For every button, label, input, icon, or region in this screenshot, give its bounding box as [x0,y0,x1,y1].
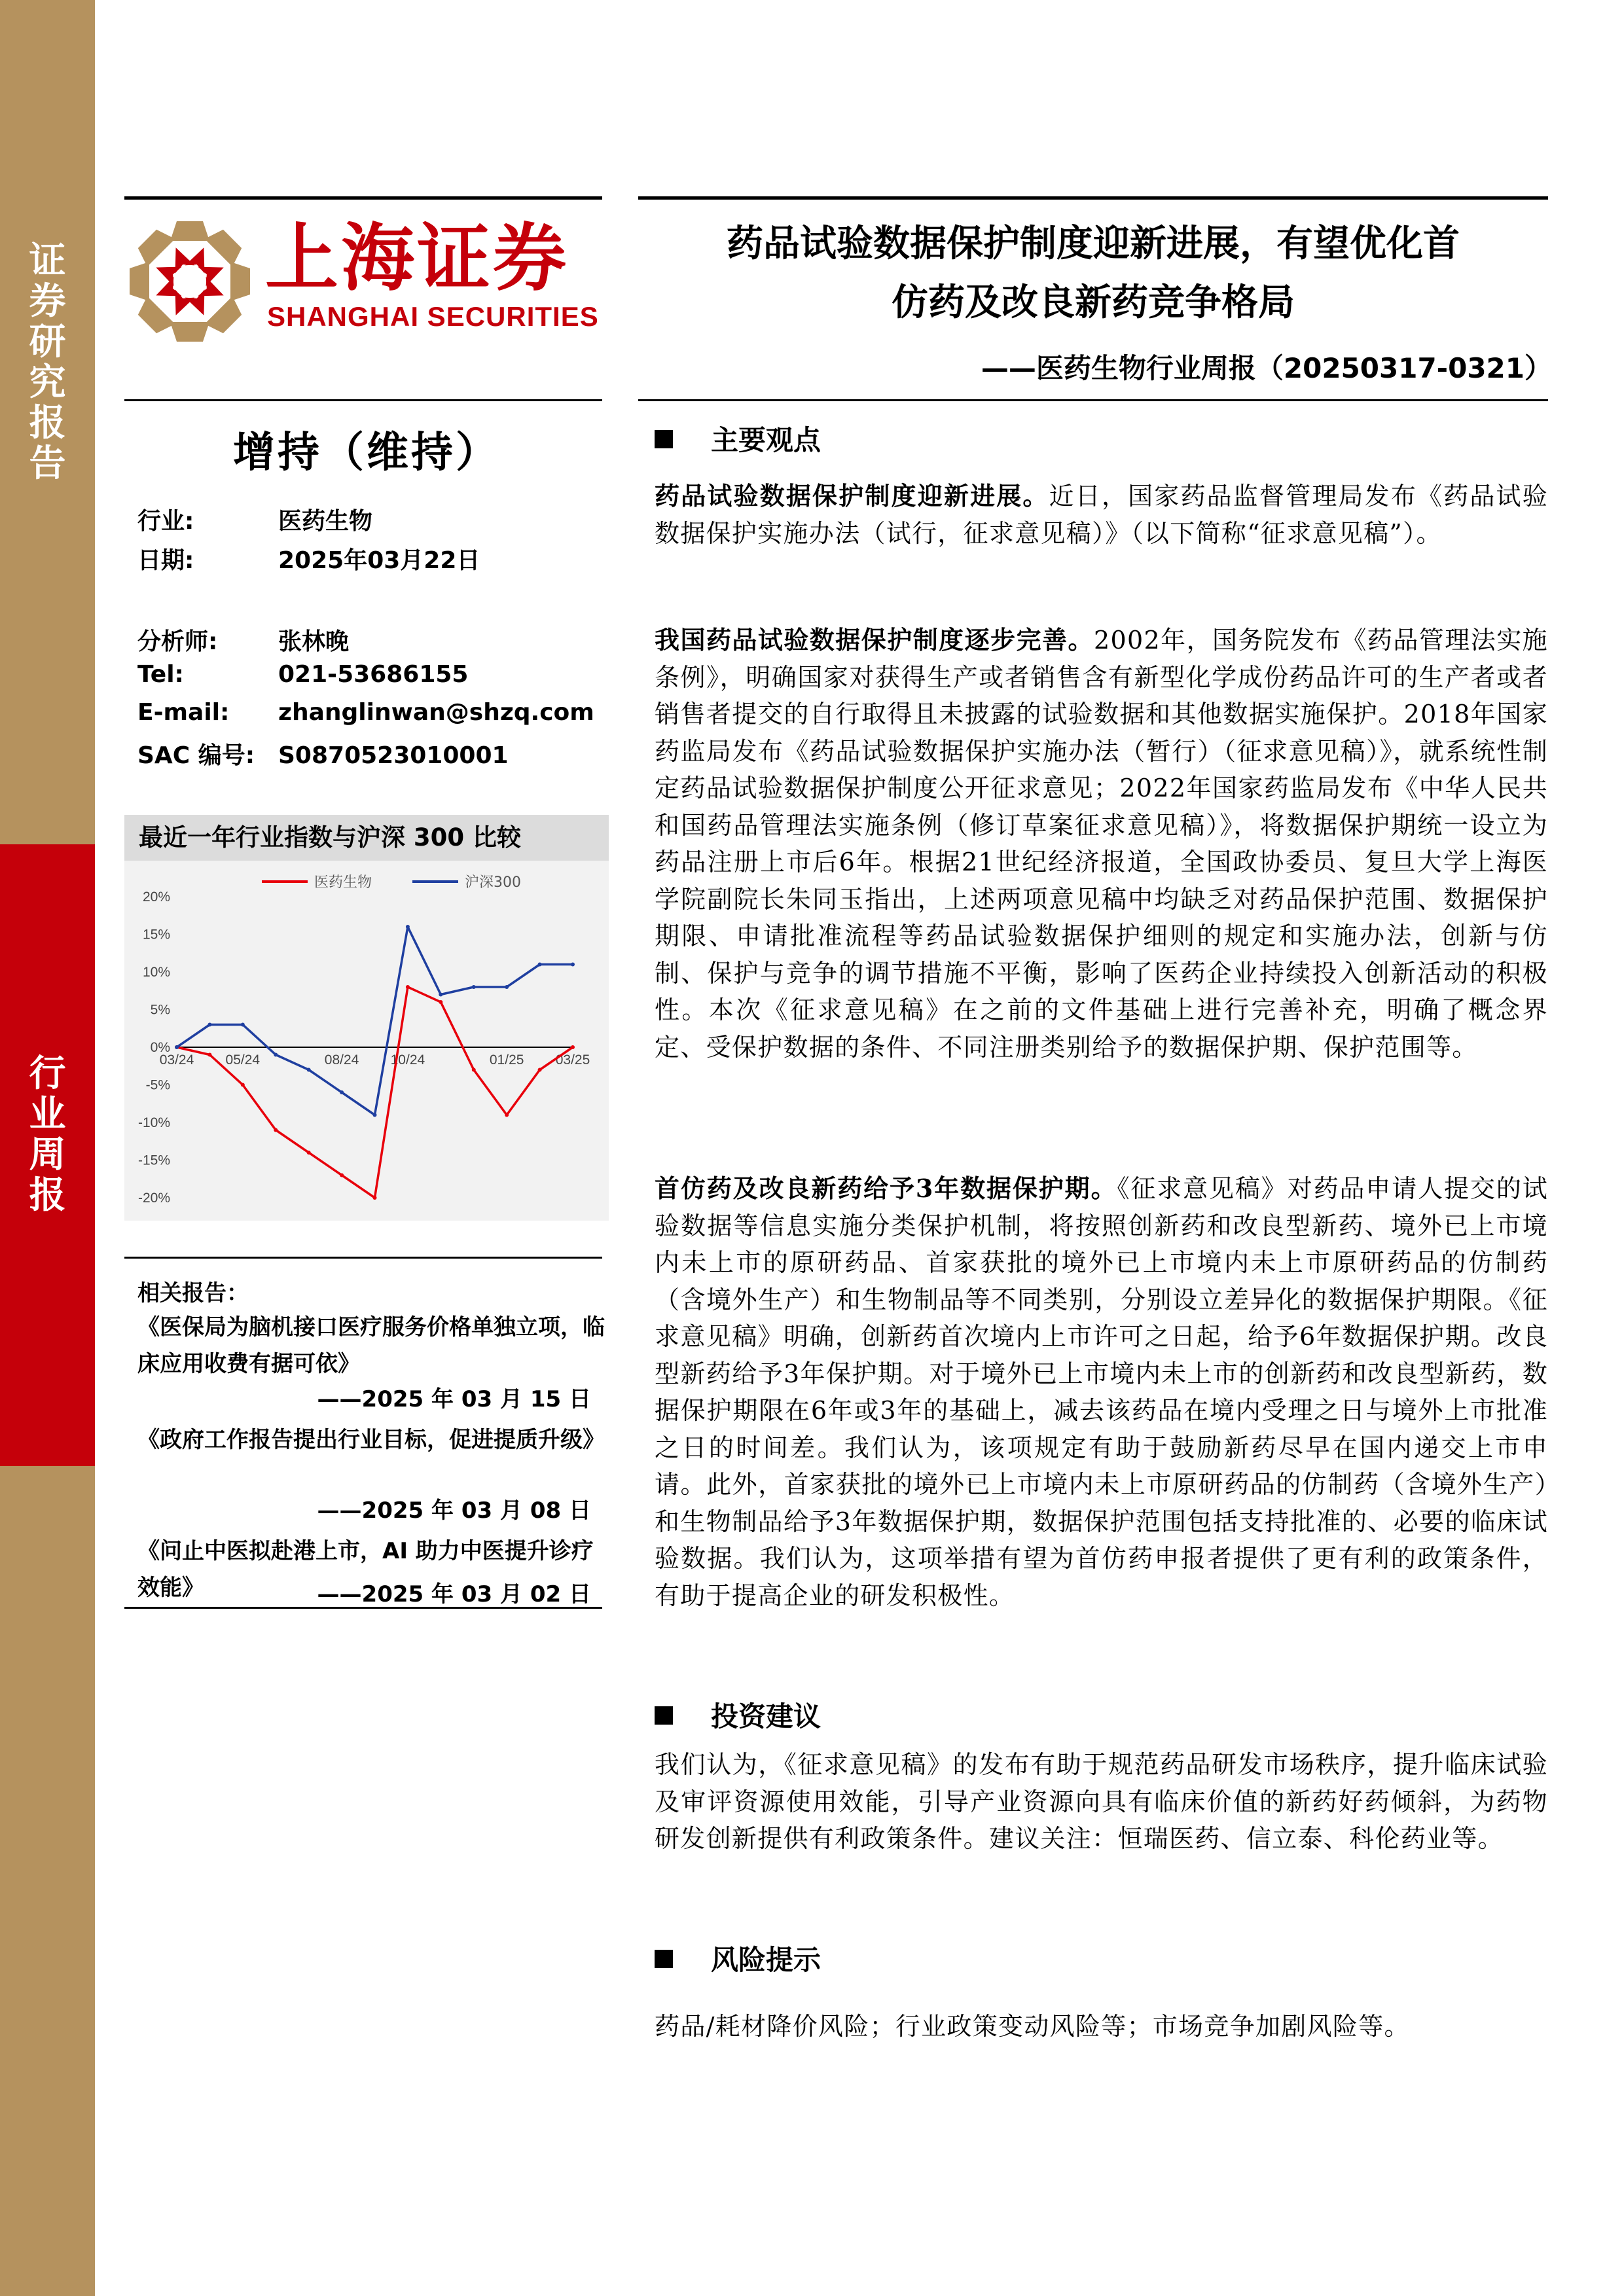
logo-english-name: SHANGHAI SECURITIES [267,301,599,332]
info-value: 021-53686155 [278,661,469,688]
paragraph-text: 《征求意见稿》对药品申请人提交的试验数据等信息实施分类保护机制，将按照创新药和改良型新药、境外已上市境内未上市的原研药品、首家获批的境外已上市境内未上市原研药品的仿制药（含境外生产）和生物制品等不同类别，分别设立差异化的数据保护期限。《征求意见稿》明确，创新药首次境内上市许可之日起，给予6年数据保护期。改良型新药给予3年保护期。对于境外已上市境内未上市的创新药和改良型新药，数据保护期限在6年或3年的基础上，减去该药品在境内受理之日与境外上市批准之日的时间差。我们认为，该项规定有助于鼓励新药尽早在国内递交上市申请。此外，首家获批的境外已上市境内未上市原研药品的仿制药（含境外生产）和生物制品给予3年数据保护期，数据保护范围包括支持批准的、必要的临床试验数据。我们认为，这项举措有望为首仿药申报者提供了更有利的政策条件，有助于提高企业的研发积极性。 [655,1174,1549,1610]
x-tick-label: 01/25 [489,1052,524,1067]
series-1-point [472,1068,476,1072]
report-title-line-2: 仿药及改良新药竞争格局 [892,281,1295,324]
email-link[interactable]: zhanglinwan@shzq.com [278,699,594,726]
series-1-point [307,1151,311,1155]
info-key: 分析师: [137,628,218,655]
info-date [137,542,480,575]
side-label-char: 证 [29,240,66,282]
info-sac [137,737,509,770]
section-risk-warning [655,1939,821,1978]
logo-chinese-name: 上海证券 [265,216,569,301]
bullet-square-icon [655,430,673,448]
series-1-point [373,1196,377,1200]
series-2-point [505,985,509,989]
bullet-square-icon [655,1706,673,1725]
related-reports-title: 相关报告： [137,1280,249,1306]
related-report-2-date: ——2025 年 03 月 08 日 [317,1498,591,1524]
divider-right [638,399,1548,401]
series-1-point [274,1128,278,1132]
series-2-point [241,1023,245,1027]
side-label-char: 行 [29,1052,66,1095]
series-2-point [340,1090,344,1094]
paragraph-1 [655,478,1548,552]
info-key: 日期: [137,547,194,574]
series-1-point [406,985,410,989]
divider-left [124,399,602,401]
bullet-square-icon [655,1950,673,1968]
series-1-point [505,1113,509,1117]
related-report-3[interactable]: 《问止中医拟赴港上市，AI 助力中医提升诊疗效能》 [137,1538,594,1601]
index-comparison-chart [124,815,609,1221]
info-key: E-mail: [137,699,230,726]
side-label-char: 报 [29,1174,66,1217]
side-label-char: 告 [29,442,66,485]
report-category-label [0,241,95,484]
paragraph-text: 近日，国家药品监督管理局发布《药品试验数据保护实施办法（试行，征求意见稿）》（以下简称“征求意见稿”）。 [655,482,1548,548]
paragraph-4 [655,1746,1548,1857]
series-2-point [307,1068,311,1072]
header-rule-left [124,196,602,200]
series-2-point [406,925,410,929]
section-heading: 风险提示 [711,1944,821,1976]
paragraph-5 [655,2008,1548,2045]
info-tel [137,661,468,688]
info-key: Tel: [137,661,184,688]
section-heading: 主要观点 [711,424,821,456]
related-report-3-date: ——2025 年 03 月 02 日 [317,1581,591,1607]
x-tick-label: 05/24 [225,1052,261,1067]
paragraph-lead: 首仿药及改良新药给予3年数据保护期。 [655,1174,1117,1203]
report-title-line-1: 药品试验数据保护制度迎新进展，有望优化首 [727,222,1460,265]
y-tick-label: 15% [142,927,170,942]
legend-label: 沪深300 [465,874,521,891]
report-type-label [0,1054,95,1216]
series-2-point [571,963,575,967]
chart-title: 最近一年行业指数与沪深 300 比较 [124,815,609,861]
series-1-point [439,1000,442,1004]
report-subtitle: ——医药生物行业周报（20250317-0321） [981,352,1552,384]
related-report-1[interactable]: 《医保局为脑机接口医疗服务价格单独立项，临床应用收费有据可依》 [137,1314,605,1377]
series-2-point [274,1053,278,1057]
info-industry [137,503,372,536]
paragraph-2 [655,622,1548,1066]
y-tick-label: -10% [137,1115,170,1130]
info-analyst [137,623,349,656]
y-tick-label: -5% [145,1077,170,1093]
series-2-point [439,993,442,997]
info-value: 2025年03月22日 [278,547,480,574]
info-email[interactable] [137,699,594,726]
side-label-char: 业 [29,1093,66,1136]
series-1-point [571,1045,575,1049]
side-label-char: 券 [29,280,66,323]
y-tick-label: 10% [142,965,170,980]
paragraph-text: 我们认为，《征求意见稿》的发布有助于规范药品研发市场秩序，提升临床试验及审评资源使用效能，引导产业资源向具有临床价值的新药好药倾斜，为药物研发创新提供有利政策条件。建议关注：恒瑞医药、信立泰、科伦药业等。 [655,1750,1548,1853]
related-report-1-date: ——2025 年 03 月 15 日 [317,1386,591,1412]
series-line-2 [177,927,573,1115]
x-tick-label: 08/24 [324,1052,359,1067]
paragraph-3 [655,1170,1548,1614]
paragraph-text: 药品/耗材降价风险；行业政策变动风险等；市场竞争加剧风险等。 [655,2012,1410,2041]
y-tick-label: -15% [137,1153,170,1168]
side-label-char: 周 [29,1134,66,1176]
series-1-point [538,1068,542,1072]
section-investment-advice [655,1695,821,1734]
series-1-point [241,1083,245,1087]
x-tick-label: 03/24 [159,1052,194,1067]
related-report-2[interactable]: 《政府工作报告提出行业目标，促进提质升级》 [137,1427,605,1453]
info-value: 医药生物 [278,508,373,535]
info-value: 张林晚 [278,628,350,655]
logo-emblem-icon [124,216,255,347]
side-label-char: 报 [29,402,66,444]
company-logo [124,216,599,347]
series-2-point [472,985,476,989]
section-heading: 投资建议 [711,1700,821,1732]
paragraph-text: 2002年，国务院发布《药品管理法实施条例》，明确国家对获得生产或者销售含有新型化学成份药品许可的生产者或者销售者提交的自行取得且未披露的试验数据和其他数据实施保护。2018年国家药监局发布《药品试验数据保护实施办法（暂行）（征求意见稿）》，就系统性制定药品试验数据保护制度公开征求意见；2022年国家药监局发布《中华人民共和国药品管理法实施条例（修订草案征求意见稿）》，将数据保护期统一设立为药品注册上市后6年。根据21世纪经济报道，全国政协委员、复旦大学上海医学院副院长朱同玉指出，上述两项意见稿中均缺乏对药品保护范围、数据保护期限、申请批准流程等药品试验数据保护细则的规定和实施办法，创新与仿制、保护与竞争的调节措施不平衡，影响了医药企业持续投入创新活动的积极性。本次《征求意见稿》在之前的文件基础上进行完善补充，明确了概念界定、受保护数据的条件、不同注册类别给予的数据保护期、保护范围等。 [655,626,1548,1062]
y-tick-label: -20% [137,1191,170,1206]
related-rule-top [124,1257,602,1259]
side-label-char: 究 [29,361,66,404]
y-tick-label: 20% [142,889,170,905]
info-key: 行业: [137,508,194,535]
y-tick-label: 5% [150,1002,170,1018]
series-2-point [175,1045,179,1049]
series-2-point [373,1113,377,1117]
paragraph-lead: 我国药品试验数据保护制度逐步完善。 [655,625,1094,655]
series-1-point [340,1174,344,1177]
legend-label: 医药生物 [314,874,372,891]
paragraph-lead: 药品试验数据保护制度迎新进展。 [655,481,1049,511]
series-2-point [208,1023,211,1027]
x-tick-label: 03/25 [555,1052,590,1067]
header-rule-right [638,196,1548,200]
y-tick-label: 0% [150,1040,170,1055]
section-main-points [655,419,821,458]
side-label-char: 研 [29,321,66,363]
series-1-point [208,1053,211,1057]
series-line-1 [177,987,573,1198]
rating: 增持（维持） [233,428,500,477]
x-tick-label: 10/24 [390,1052,425,1067]
info-value: S0870523010001 [278,742,509,769]
chart-canvas [124,861,609,1221]
info-key: SAC 编号: [137,742,255,769]
series-2-point [538,963,542,967]
